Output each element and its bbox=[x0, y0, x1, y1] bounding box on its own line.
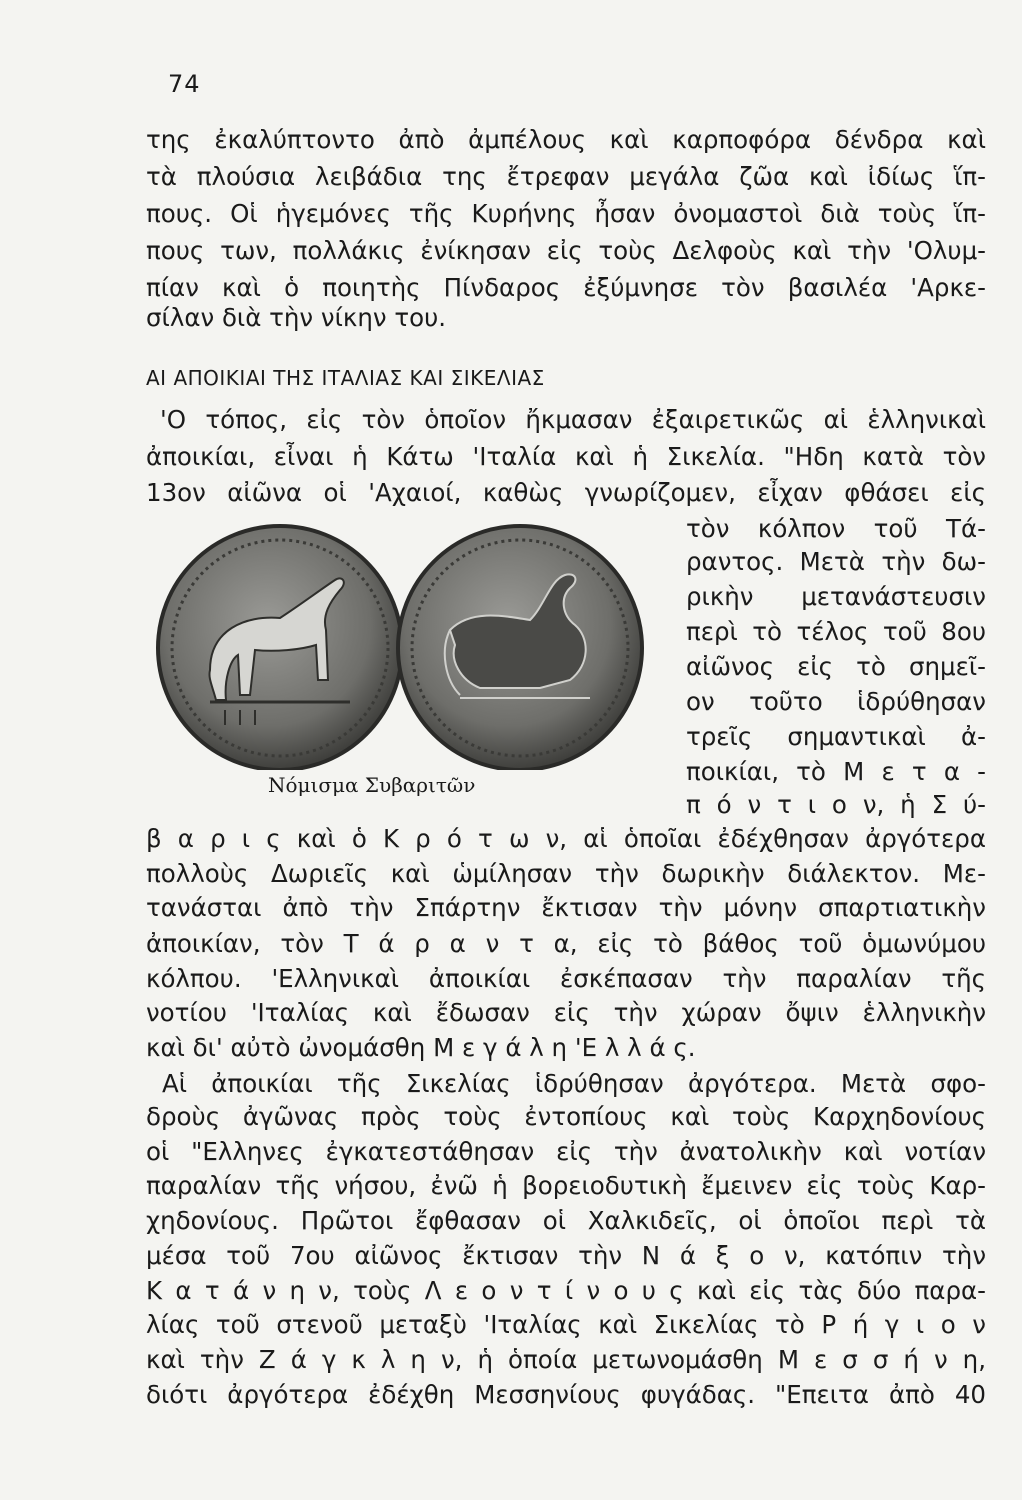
section-heading: ΑΙ ΑΠΟΙΚΙΑΙ ΤΗΣ ΙΤΑΛΙΑΣ ΚΑΙ ΣΙΚΕΛΙΑΣ bbox=[146, 366, 545, 390]
text-line: 13ον αἰῶνα οἱ 'Αχαιοί, καθὼς γνωρίζομεν, εἶχαν φθάσει εἰς bbox=[146, 478, 986, 507]
text-line: κόλπου. 'Ελληνικαὶ ἀποικίαι ἐσκέπασαν τὴν παραλίαν τῆς bbox=[146, 964, 986, 993]
text-line: περὶ τὸ τέλος τοῦ 8ου bbox=[686, 617, 986, 646]
text-line: αἰῶνος εἰς τὸ σημεῖ- bbox=[686, 652, 986, 681]
coin-obverse bbox=[158, 526, 402, 770]
text-line: πίαν καὶ ὁ ποιητὴς Πίνδαρος ἐξύμνησε τὸν βασιλέα 'Αρκε- bbox=[146, 273, 986, 302]
text-line: 'Ο τόπος, εἰς τὸν ὁποῖον ἤκμασαν ἐξαιρετικῶς αἱ ἑλληνικαὶ bbox=[160, 405, 986, 434]
text-line: παραλίαν τῆς νήσου, ἐνῶ ἡ βορειοδυτικὴ ἔμεινεν εἰς τοὺς Καρ- bbox=[146, 1171, 986, 1200]
text-line: Αἱ ἀποικίαι τῆς Σικελίας ἱδρύθησαν ἀργότερα. Μετὰ σφο- bbox=[162, 1069, 986, 1098]
text-line: τὸν κόλπον τοῦ Τά- bbox=[686, 514, 986, 543]
coin-illustration bbox=[150, 520, 670, 810]
coin-image bbox=[150, 520, 670, 770]
page-number: 74 bbox=[168, 70, 201, 98]
text-line: π ό ν τ ι ο ν, ἡ Σ ύ- bbox=[686, 790, 986, 819]
text-line: μέσα τοῦ 7ου αἰῶνος ἔκτισαν τὴν Ν ά ξ ο ν, κατόπιν τὴν bbox=[146, 1241, 986, 1270]
text-line: σίλαν διὰ τὴν νίκην του. bbox=[146, 303, 447, 332]
text-line: ραντος. Μετὰ τὴν δω- bbox=[686, 547, 986, 576]
text-line: οἱ "Ελληνες ἐγκατεστάθησαν εἰς τὴν ἀνατολικὴν καὶ νοτίαν bbox=[146, 1137, 986, 1166]
coin-caption: Νόμισμα Συβαριτῶν bbox=[268, 773, 476, 797]
text-line: ρικὴν μετανάστευσιν bbox=[686, 582, 986, 611]
text-line: καὶ τὴν Ζ ά γ κ λ η ν, ἡ ὁποία μετωνομάσθη Μ ε σ σ ή ν η, bbox=[146, 1345, 986, 1374]
text-line: τὰ πλούσια λειβάδια της ἔτρεφαν μεγάλα ζῶα καὶ ἰδίως ἵπ- bbox=[146, 162, 986, 191]
coin-reverse bbox=[398, 526, 642, 770]
text-line: πους των, πολλάκις ἐνίκησαν εἰς τοὺς Δελφοὺς καὶ τὴν 'Ολυμ- bbox=[146, 236, 986, 265]
text-line: χηδονίους. Πρῶτοι ἔφθασαν οἱ Χαλκιδεῖς, οἱ ὁποῖοι περὶ τὰ bbox=[146, 1206, 986, 1235]
text-line: νοτίου 'Ιταλίας καὶ ἔδωσαν εἰς τὴν χώραν ὄψιν ἑλληνικὴν bbox=[146, 998, 986, 1027]
text-line: δροὺς ἀγῶνας πρὸς τοὺς ἐντοπίους καὶ τοὺς Καρχηδονίους bbox=[146, 1102, 986, 1131]
text-line: ἀποικίαι, εἶναι ἡ Κάτω 'Ιταλία καὶ ἡ Σικελία. "Ηδη κατὰ τὸν bbox=[146, 442, 986, 471]
text-line: της ἐκαλύπτοντο ἀπὸ ἀμπέλους καὶ καρποφόρα δένδρα καὶ bbox=[146, 125, 986, 154]
text-line: καὶ δι' αὐτὸ ὠνομάσθη Μ ε γ ά λ η 'Ε λ λ ά ς. bbox=[146, 1033, 696, 1062]
text-line: πολλοὺς Δωριεῖς καὶ ὡμίλησαν τὴν δωρικὴν διάλεκτον. Με- bbox=[146, 859, 986, 888]
text-line: τρεῖς σημαντικαὶ ἀ- bbox=[686, 722, 986, 751]
text-line: Κ α τ ά ν η ν, τοὺς Λ ε ο ν τ ί ν ο υ ς καὶ εἰς τὰς δύο παρα- bbox=[146, 1276, 986, 1305]
text-line: πους. Οἱ ἡγεμόνες τῆς Κυρήνης ἦσαν ὀνομαστοὶ διὰ τοὺς ἵπ- bbox=[146, 199, 986, 228]
text-line: ον τοῦτο ἱδρύθησαν bbox=[686, 687, 986, 716]
text-line: τανάσται ἀπὸ τὴν Σπάρτην ἔκτισαν τὴν μόνην σπαρτιατικὴν bbox=[146, 893, 986, 922]
text-line: β α ρ ι ς καὶ ὁ Κ ρ ό τ ω ν, αἱ ὁποῖαι ἐδέχθησαν ἀργότερα bbox=[146, 824, 986, 853]
text-line: λίας τοῦ στενοῦ μεταξὺ 'Ιταλίας καὶ Σικελίας τὸ Ρ ή γ ι ο ν bbox=[146, 1310, 986, 1339]
text-line: ἀποικίαν, τὸν Τ ά ρ α ν τ α, εἰς τὸ βάθος τοῦ ὁμωνύμου bbox=[146, 929, 986, 958]
text-line: ποικίαι, τὸ Μ ε τ α - bbox=[686, 757, 986, 786]
text-line: διότι ἀργότερα ἐδέχθη Μεσσηνίους φυγάδας. "Επειτα ἀπὸ 40 bbox=[146, 1380, 986, 1409]
